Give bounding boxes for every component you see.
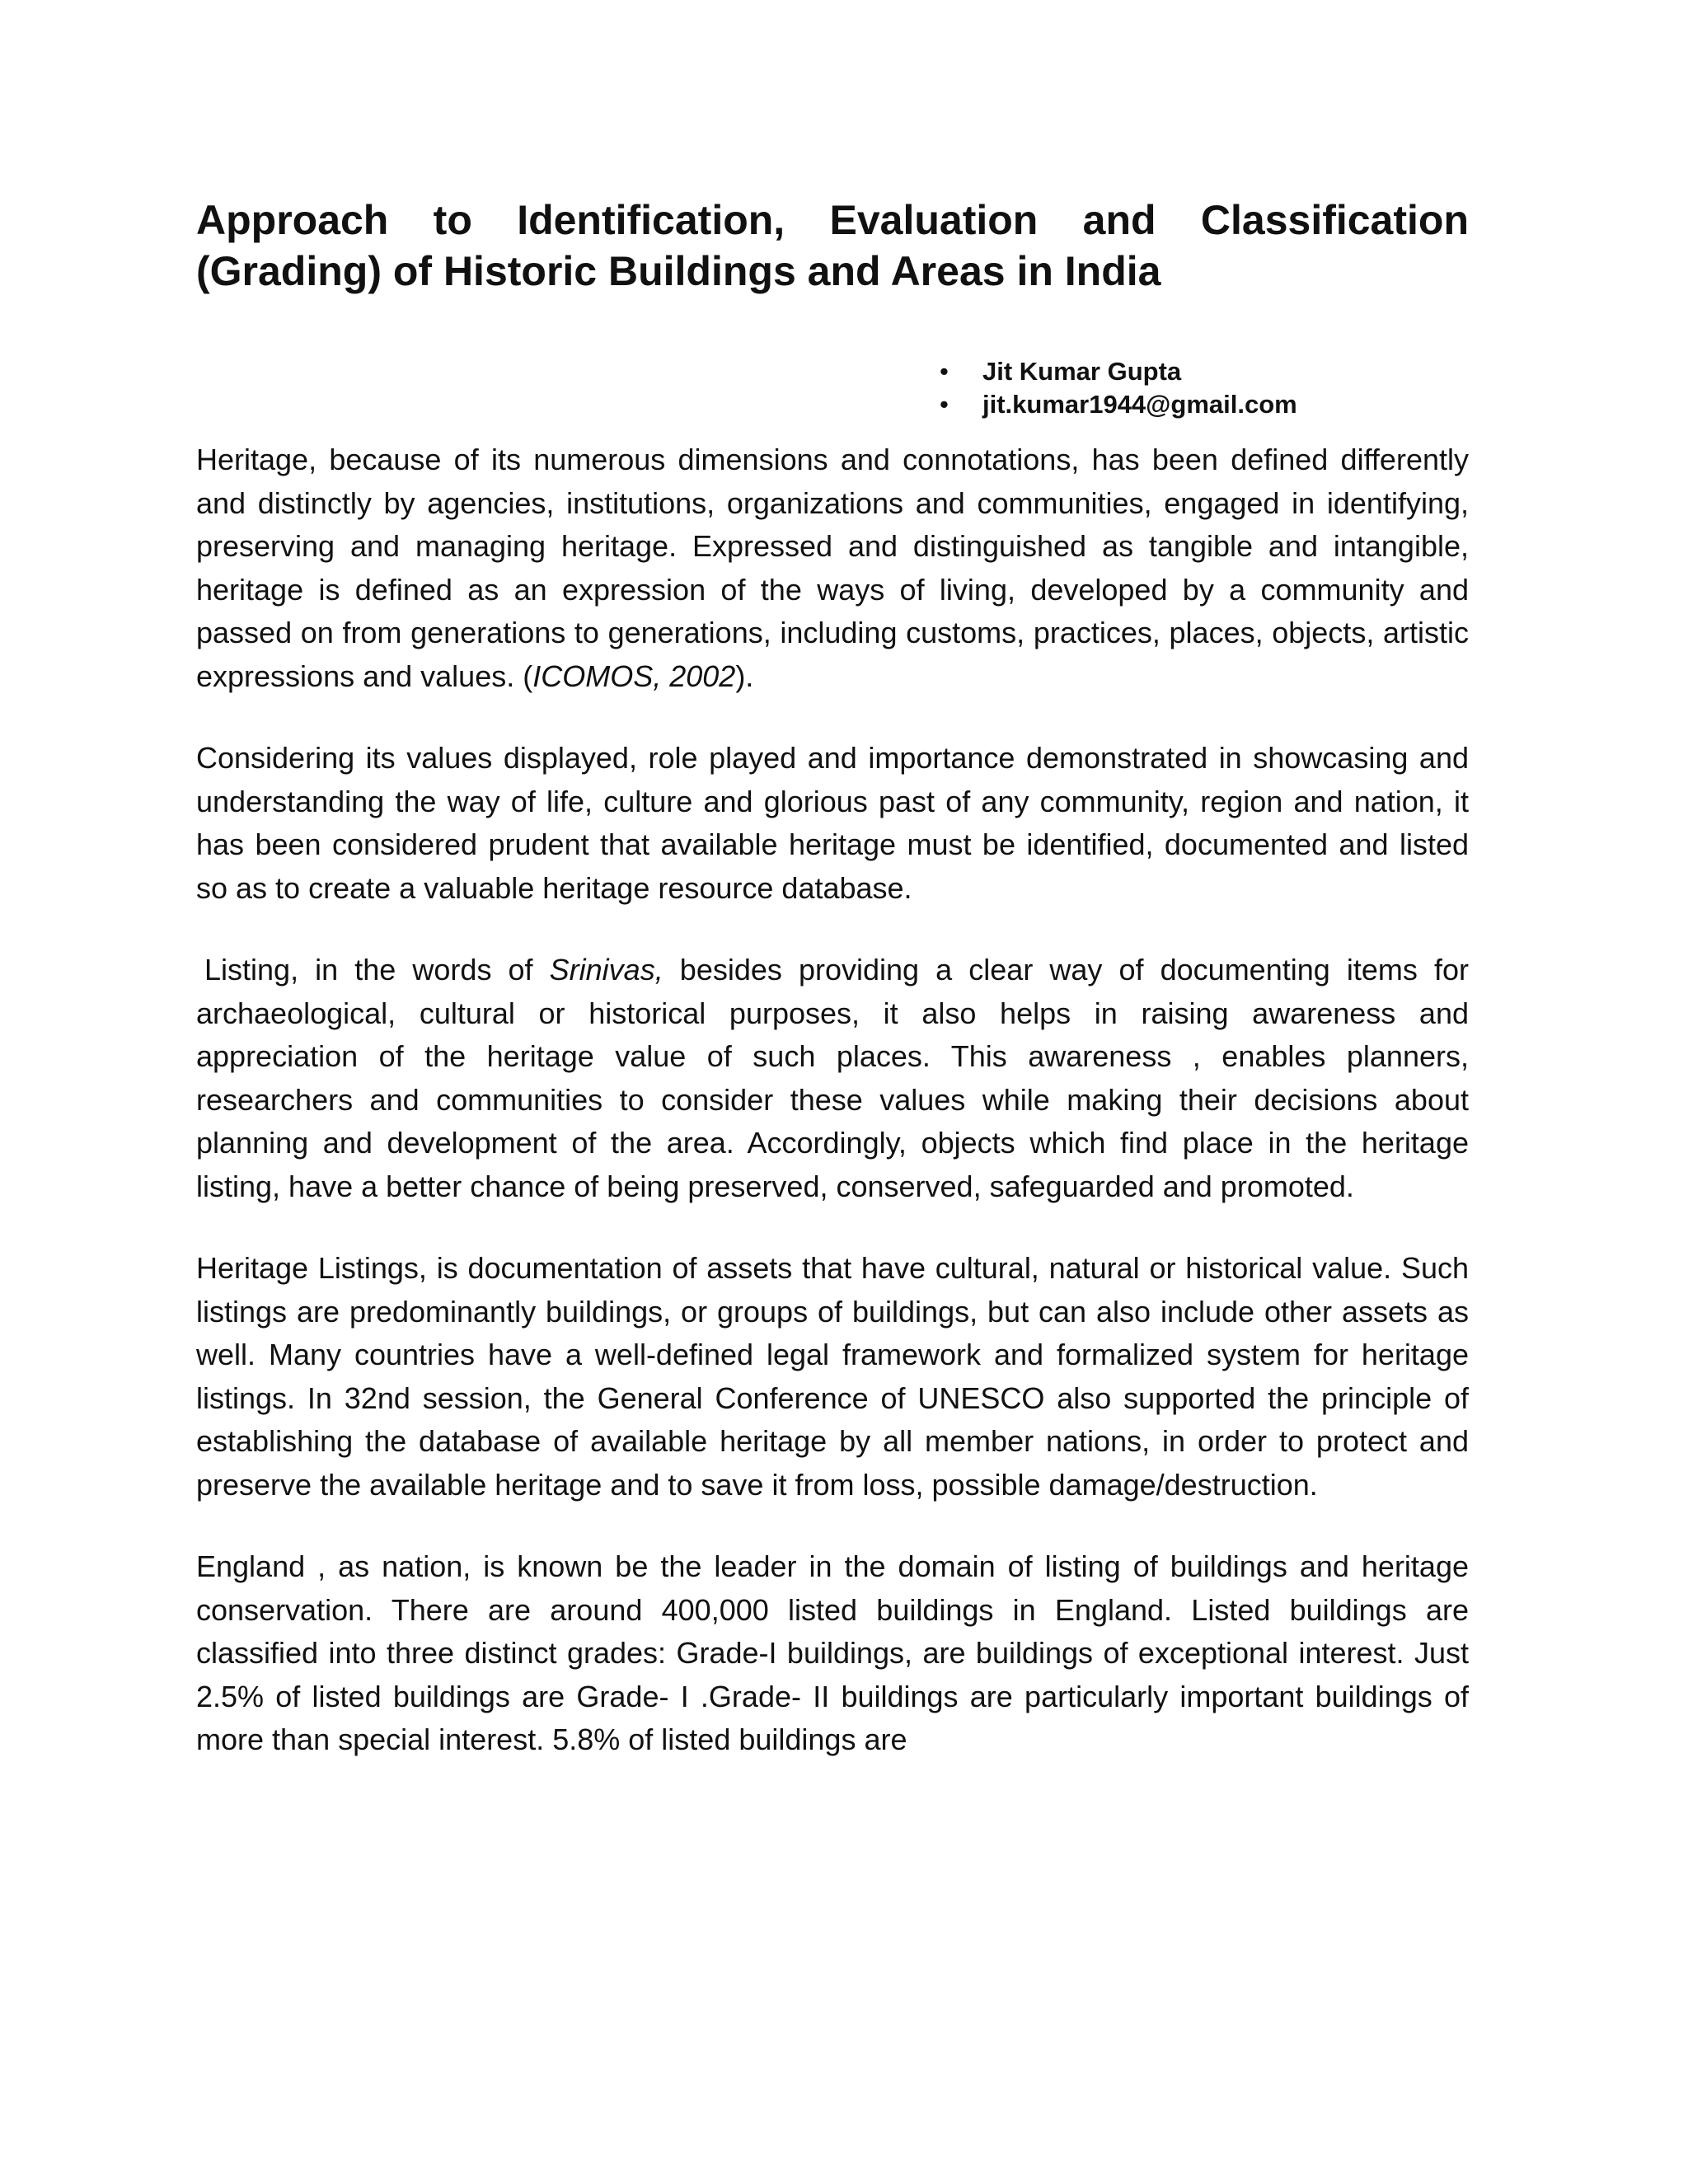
- paragraph-text-tail: ).: [735, 658, 754, 693]
- paragraph-text-head: Listing, in the words of: [204, 953, 550, 987]
- paragraph-heritage-definition: [196, 438, 1469, 698]
- bullet-icon: •: [940, 390, 949, 419]
- paragraph-text: besides providing a clear way of documenting items for archaeological, cultural or historical purposes, it also helps in raising awareness and appreciation of the heritage value of such places. This awareness , enables planners, researchers and communities to consider these values while making their decisions about planning and development of the area. Accordingly, objects which find place in the heritage listing, have a better chance of being preserved, conserved, safeguarded and promoted.: [196, 953, 1469, 1203]
- paragraph-heritage-listings: [196, 1247, 1469, 1507]
- citation: ICOMOS, 2002: [532, 658, 736, 693]
- citation: Srinivas,: [549, 953, 663, 987]
- document-body: [196, 438, 1469, 1762]
- paragraph-listing: [196, 949, 1469, 1208]
- paragraph-england: [196, 1545, 1469, 1762]
- bullet-icon: •: [940, 357, 949, 386]
- paragraph-text: England , as nation, is known be the leader in the domain of listing of buildings and heritage conservation. There are around 400,000 listed buildings in England. Listed buildings are classified into three distinct grades: Grade-I buildings, are buildings of exceptional interest. Just 2.5% of listed buildings are Grade- I .Grade- II buildings are particularly important buildings of more than special interest. 5.8% of listed buildings are: [196, 1549, 1469, 1756]
- paragraph-text: Heritage, because of its numerous dimensions and connotations, has been defined differently and distinctly by agencies, institutions, organizations and communities, engaged in identifying, preserving and managing heritage. Expressed and distinguished as tangible and intangible, heritage is defined as an expression of the ways of living, developed by a community and passed on from generations to generations, including customs, practices, places, objects, artistic expressions and values. (: [196, 443, 1469, 693]
- paragraph-text: Heritage Listings, is documentation of assets that have cultural, natural or historical value. Such listings are predominantly buildings, or groups of buildings, but can also include other assets as well. Many countries have a well-defined legal framework and formalized system for heritage listings. In 32nd session, the General Conference of UNESCO also supported the principle of establishing the database of available heritage by all member nations, in order to protect and preserve the available heritage and to save it from loss, possible damage/destruction.: [196, 1251, 1469, 1502]
- author-list: [935, 355, 1297, 421]
- author-email-item: [935, 388, 1297, 421]
- document-page: [196, 194, 1469, 1756]
- author-name-item: [935, 355, 1297, 388]
- author-name: Jit Kumar Gupta: [982, 357, 1182, 386]
- paragraph-text: Considering its values displayed, role played and importance demonstrated in showcasing and understanding the way of life, culture and glorious past of any community, region and nation, it has been considered prudent that available heritage must be identified, documented and listed so as to create a valuable heritage resource database.: [196, 741, 1469, 905]
- author-email: jit.kumar1944@gmail.com: [982, 390, 1297, 419]
- paragraph-heritage-values: [196, 737, 1469, 910]
- document-title: Approach to Identification, Evaluation and Classification (Grading) of Historic Buildings and Areas in India: [196, 197, 1469, 294]
